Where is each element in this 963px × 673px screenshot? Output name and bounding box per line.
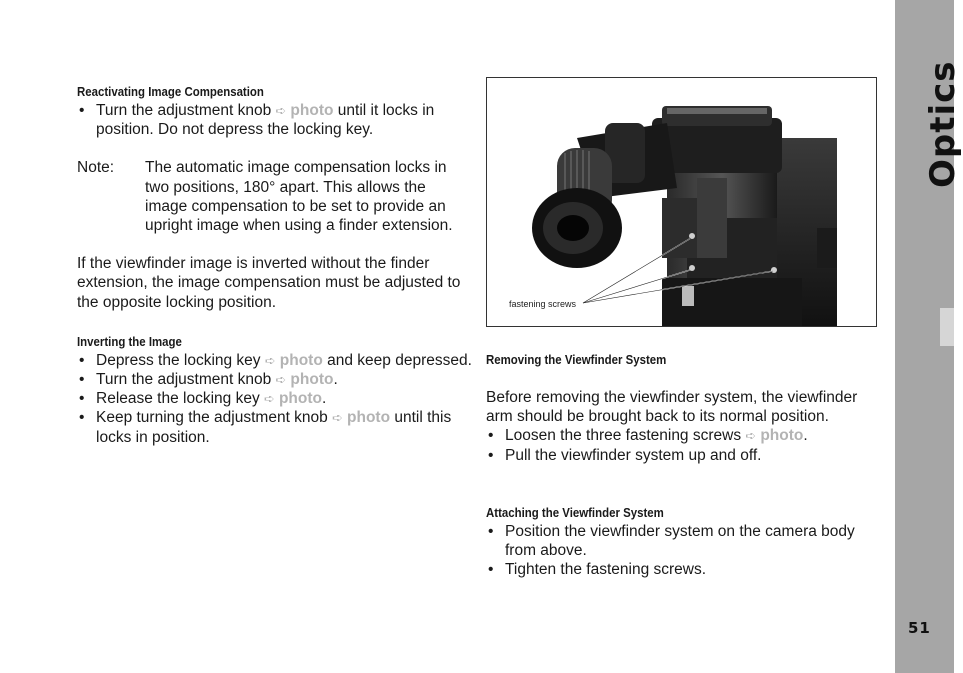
note-label: Note: bbox=[77, 159, 115, 177]
removing-steps bbox=[486, 426, 866, 464]
paragraph-inverted: If the viewfinder image is inverted without the finder extension, the image compensation must be adjusted to the opposite locking position. bbox=[77, 255, 461, 311]
heading-inverting: Inverting the Image bbox=[77, 333, 182, 349]
right-column bbox=[486, 350, 866, 579]
arrow-icon: ➪ bbox=[275, 372, 287, 388]
list-item: • Loosen the three fastening screws ➪ photo. bbox=[486, 426, 866, 445]
list-item: • Release the locking key ➪ photo. bbox=[77, 389, 472, 408]
arrow-icon: ➪ bbox=[332, 410, 344, 426]
section-tab-marker bbox=[940, 308, 954, 346]
list-item: • Position the viewfinder system on the camera body from above. bbox=[486, 522, 866, 560]
list-item: • Keep turning the adjustment knob ➪ photo until this locks in position. bbox=[77, 408, 472, 446]
list-item: • Tighten the fastening screws. bbox=[486, 560, 866, 579]
reactivating-steps bbox=[77, 101, 472, 139]
camera-viewfinder-illustration bbox=[487, 78, 876, 326]
heading-removing: Removing the Viewfinder System bbox=[486, 352, 667, 367]
list-item: • Depress the locking key ➪ photo and keep depressed. bbox=[77, 351, 472, 370]
photo-reference: ➪ photo bbox=[275, 102, 334, 119]
list-item: • Turn the adjustment knob ➪ photo. bbox=[77, 370, 472, 389]
list-item: • Pull the viewfinder system up and off. bbox=[486, 446, 866, 465]
heading-reactivating: Reactivating Image Compensation bbox=[77, 84, 264, 99]
arrow-icon: ➪ bbox=[745, 428, 757, 444]
photo-reference: ➪ photo bbox=[745, 427, 804, 445]
left-column bbox=[77, 82, 472, 447]
arrow-icon: ➪ bbox=[275, 103, 287, 118]
section-title: Optics bbox=[923, 60, 963, 188]
inverting-steps bbox=[77, 351, 472, 447]
attaching-steps bbox=[486, 522, 866, 580]
list-item: • Turn the adjustment knob ➪ photo until it locks in position. Do not depress the locking key. bbox=[77, 101, 472, 139]
photo-reference: ➪ photo bbox=[264, 390, 322, 408]
note bbox=[77, 158, 472, 235]
photo-reference: ➪ photo bbox=[332, 409, 391, 427]
heading-attaching: Attaching the Viewfinder System bbox=[486, 504, 664, 520]
page-number: 51 bbox=[908, 619, 931, 637]
arrow-icon: ➪ bbox=[264, 391, 275, 407]
note-text: The automatic image compensation locks in two positions, 180° apart. This allows the image compensation to be set to provide an upright image when using a finder extension. bbox=[145, 159, 453, 235]
photo-reference: ➪ photo bbox=[275, 371, 334, 389]
paragraph-removing-intro: Before removing the viewfinder system, the viewfinder arm should be brought back to its normal position. bbox=[486, 389, 858, 426]
viewfinder-photo bbox=[486, 77, 877, 327]
photo-reference: ➪ photo bbox=[264, 351, 323, 369]
arrow-icon: ➪ bbox=[264, 352, 276, 368]
figure-caption: fastening screws bbox=[509, 299, 577, 309]
